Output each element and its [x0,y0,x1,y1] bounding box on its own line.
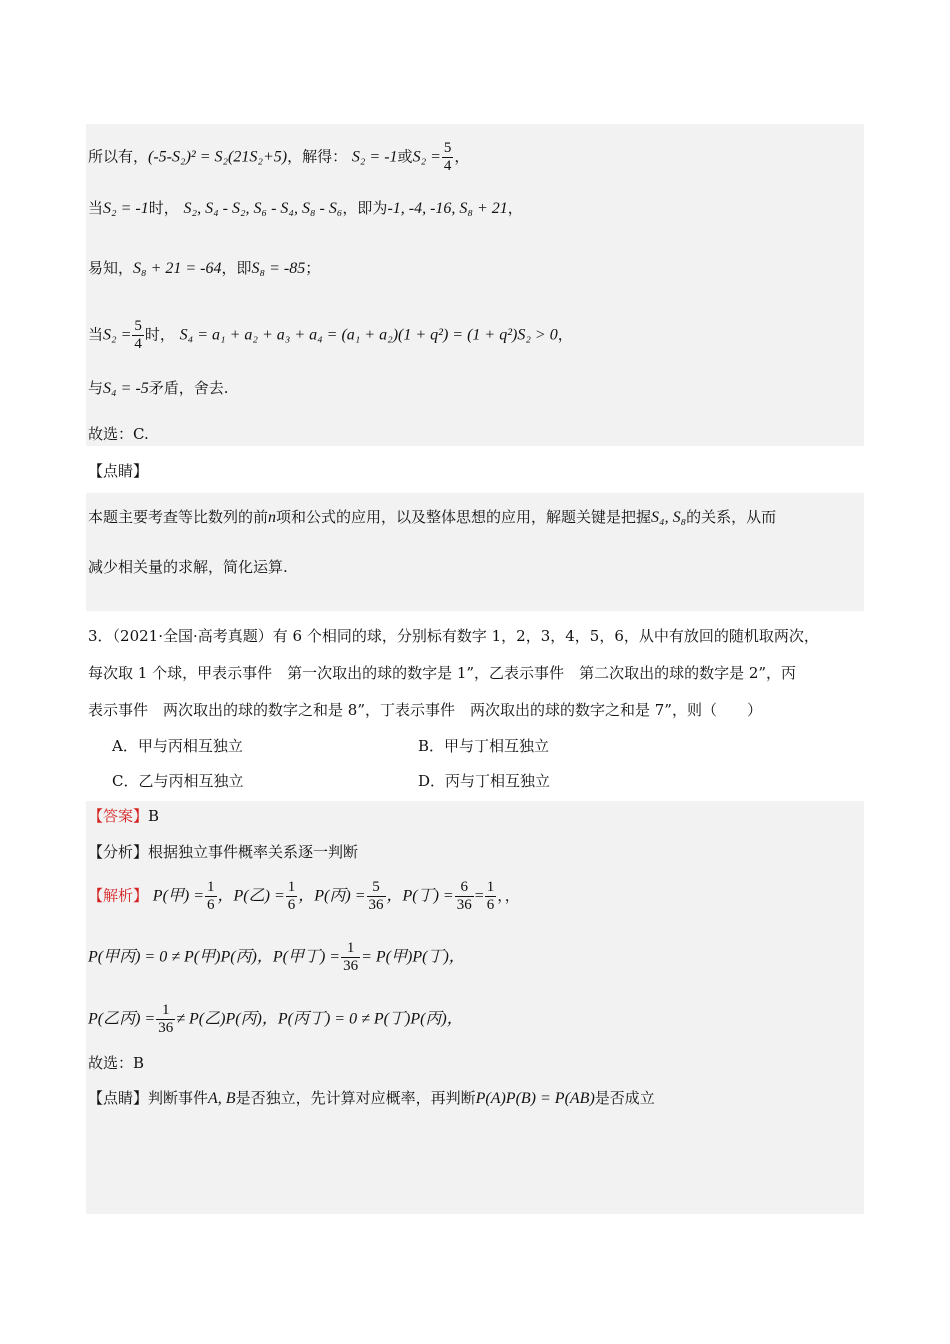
equation: = P(甲)P(丁)， [361,948,465,966]
fraction: $\frac{1}{6}$ [486,879,495,913]
equation: S₄ = a₁ + a₂ + a₃ + a₄ = (a₁ + a₂)(1 + q²) = (1 + q²)S₂ > 0 [179,326,558,344]
text: ，即 [221,259,252,277]
fraction: $\frac{1}{36}$ [343,940,359,974]
analysis-text: 根据独立事件概率关系逐一判断 [148,843,359,861]
equation: S₂ = -1 [103,200,149,217]
option-d[interactable]: D．丙与丁相互独立 [418,772,551,790]
equation: P(A)P(B) = P(AB) [475,1090,595,1107]
equation: ，P(乙) = [217,887,285,905]
option-c[interactable]: C．乙与丙相互独立 [112,772,244,790]
equation: S₈ = -85 [251,260,306,277]
answer-line [88,806,159,826]
solution-line-1 [88,140,469,175]
fraction: $\frac{1}{6}$ [287,879,296,913]
equation: S₄ = -5 [103,380,149,397]
text: 所以有， [88,147,149,166]
text: ， [557,325,573,344]
text: 或 [397,147,413,166]
text: 判断事件 [148,1089,209,1107]
equation: (-5-S₂)² = S₂(21S₂+5) [148,148,288,166]
text: ， [454,147,470,166]
fraction: $\frac{1}{6}$ [207,879,215,913]
text: ； [305,259,321,277]
text: 当 [88,325,104,344]
dianjing-label-1: 【点睛】 [88,462,149,480]
option-a[interactable]: A．甲与丙相互独立 [112,737,243,755]
fraction: $\frac{5}{4}$ [443,140,452,174]
dianjing-line-2 [88,1088,655,1109]
equals: = [474,887,484,905]
answer-label: 【答案】 [88,807,149,825]
question-3-line-2: 每次取 1 个球，甲表示事件 第一次取出的球的数字是 1”，乙表示事件 第二次取出的球的数字是 2”，丙 [88,664,797,682]
equation: -1, -4, -16, S₈ + 21 [387,200,508,217]
solution-line-2 [88,198,523,219]
dianjing-label: 【点睛】 [88,1089,149,1107]
equation: ，P(丁) = [386,887,454,905]
text: 当 [88,199,104,217]
fraction: $\frac{5}{36}$ [368,879,384,913]
solution-line-4 [88,318,573,353]
jiexi-line-1 [88,879,520,914]
text: 时， [148,199,179,217]
option-b[interactable]: B．甲与丁相互独立 [418,737,550,755]
solution-line-3 [88,258,320,279]
jiexi-line-3 [88,1002,463,1037]
equation: S₄, S₈ [651,509,687,526]
text: 与 [88,379,104,397]
analysis-line [88,842,358,862]
fraction: $\frac{5}{4}$ [134,318,142,352]
question-3-line-3: 表示事件 两次取出的球的数字之和是 8”，丁表示事件 两次取出的球的数字之和是 7”，则（ ） [88,701,762,719]
jiexi-line-2 [88,940,465,975]
jiexi-label: 【解析】 [88,886,149,905]
equation: S₂ = [103,326,132,344]
text: 本题主要考查等比数列的前 [88,508,269,526]
question-3-line-1: 3．（2021·全国·高考真题）有 6 个相同的球，分别标有数字 1，2，3，4，5，6，从中有放回的随机取两次， [88,627,819,645]
text: 矛盾，舍去. [148,379,229,397]
text: ，解得： [287,147,348,166]
fraction: $\frac{1}{36}$ [158,1002,174,1036]
solution-line-5 [88,378,228,399]
text: 是否独立，先计算对应概率，再判断 [235,1089,476,1107]
text: 是否成立 [594,1089,655,1107]
dianjing-text-1-line2: 减少相关量的求解，简化运算. [88,558,288,576]
equation: ≠ P(乙)P(丙)，P(丙丁) = 0 ≠ P(丁)P(丙)， [176,1010,463,1028]
variable: A, B [208,1090,236,1107]
solution-conclusion: 故选：C. [88,425,149,443]
fraction: $\frac{6}{36}$ [456,879,472,913]
text: 易知， [88,259,134,277]
final-answer: 故选：B [88,1054,145,1072]
equation: S₂ = -1 [351,148,398,166]
text: 时， [144,325,175,344]
equation: S₈ + 21 = -64 [133,260,222,277]
text: ，即为 [342,199,388,217]
answer-value: B [148,807,160,825]
equation: S₂, S₄ - S₂, S₆ - S₄, S₈ - S₆ [183,200,343,217]
equation: P(甲丙) = 0 ≠ P(甲)P(丙)，P(甲丁) = [88,948,341,966]
equation: P(乙丙) = [88,1010,156,1028]
text: ，， [497,886,520,905]
text: ， [507,199,523,217]
text: 的关系，从而 [686,508,777,526]
dianjing-text-1 [88,507,776,528]
variable: n [268,509,277,526]
equation: ，P(丙) = [298,887,366,905]
equation: P(甲) = [152,887,205,905]
analysis-label: 【分析】 [88,843,149,861]
text: 项和公式的应用，以及整体思想的应用，解题关键是把握 [276,508,652,526]
equation: S₂ = [412,148,441,166]
